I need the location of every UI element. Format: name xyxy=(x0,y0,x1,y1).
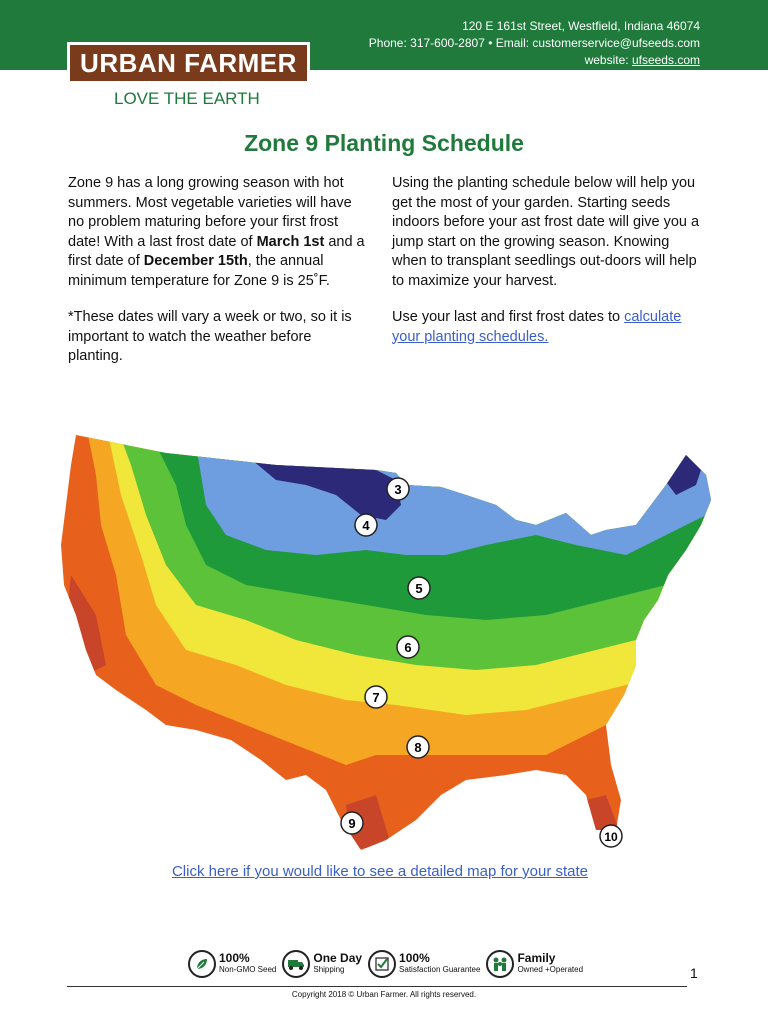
badge-family: Family Owned +Operated xyxy=(486,950,583,978)
zone-marker xyxy=(600,825,622,847)
svg-text:10: 10 xyxy=(604,830,618,844)
svg-text:9: 9 xyxy=(348,816,356,831)
badge-non-gmo: 100% Non-GMO Seed xyxy=(188,950,276,978)
svg-text:3: 3 xyxy=(394,482,402,497)
family-icon xyxy=(486,950,514,978)
badge-guarantee: 100% Satisfaction Guarantee xyxy=(368,950,480,978)
page-title: Zone 9 Planting Schedule xyxy=(244,130,524,156)
leaf-icon xyxy=(188,950,216,978)
tagline: LOVE THE EARTH xyxy=(114,89,260,108)
phone-email: Phone: 317-600-2807 • Email: customerservice@ufseeds.com xyxy=(368,36,700,50)
zone-marker xyxy=(407,736,429,758)
check-icon xyxy=(368,950,396,978)
truck-icon xyxy=(282,950,310,978)
svg-text:6: 6 xyxy=(404,640,412,655)
zone-marker xyxy=(387,478,409,500)
zone-marker xyxy=(341,812,363,834)
logo[interactable] xyxy=(67,42,310,84)
calculate-paragraph: Use your last and first frost dates to calculate your planting schedules. xyxy=(392,309,682,345)
badge-shipping: One Day Shipping xyxy=(282,950,362,978)
address: 120 E 161st Street, Westfield, Indiana 46074 xyxy=(462,19,700,33)
zone-4-area xyxy=(196,445,726,555)
page-number: 1 xyxy=(690,965,698,981)
svg-text:8: 8 xyxy=(414,740,422,755)
zone-marker xyxy=(365,686,387,708)
hardiness-zone-map xyxy=(46,425,726,865)
note-paragraph: *These dates will vary a week or two, so it is important to watch the weather before planting. xyxy=(68,309,352,364)
footer-divider xyxy=(67,986,687,987)
left-column xyxy=(68,174,370,384)
logo-text: URBAN FARMER xyxy=(70,45,307,81)
intro-paragraph: Zone 9 has a long growing season with hot summers. Most vegetable varieties will have no problem maturing before your first frost date! With a last frost date of March 1st and a first date of December 15th, the annual minimum temperature for Zone 9 is 25˚F. xyxy=(68,175,365,289)
zone-marker xyxy=(408,577,430,599)
copyright: Copyright 2018 © Urban Farmer. All rights reserved. xyxy=(291,990,477,999)
schedule-paragraph: Using the planting schedule below will help you get the most of your garden. Starting seeds indoors before your ast frost date will give you a jump start on the growing season. Knowing when to transplant seedlings out-doors will help to maximize your harvest. xyxy=(392,175,700,289)
website-line: website: ufseeds.com xyxy=(584,53,700,67)
website-link[interactable]: ufseeds.com xyxy=(631,53,700,67)
svg-text:4: 4 xyxy=(362,518,370,533)
trust-badges xyxy=(188,950,583,978)
detailed-map-link[interactable]: Click here if you would like to see a detailed map for your state xyxy=(171,863,589,880)
svg-text:5: 5 xyxy=(415,581,423,596)
svg-text:7: 7 xyxy=(372,690,380,705)
calculate-link[interactable]: calculate your planting schedules. xyxy=(392,309,682,345)
contact-info xyxy=(369,18,700,69)
right-column xyxy=(392,174,704,364)
zone-marker xyxy=(355,514,377,536)
zone-marker xyxy=(397,636,419,658)
